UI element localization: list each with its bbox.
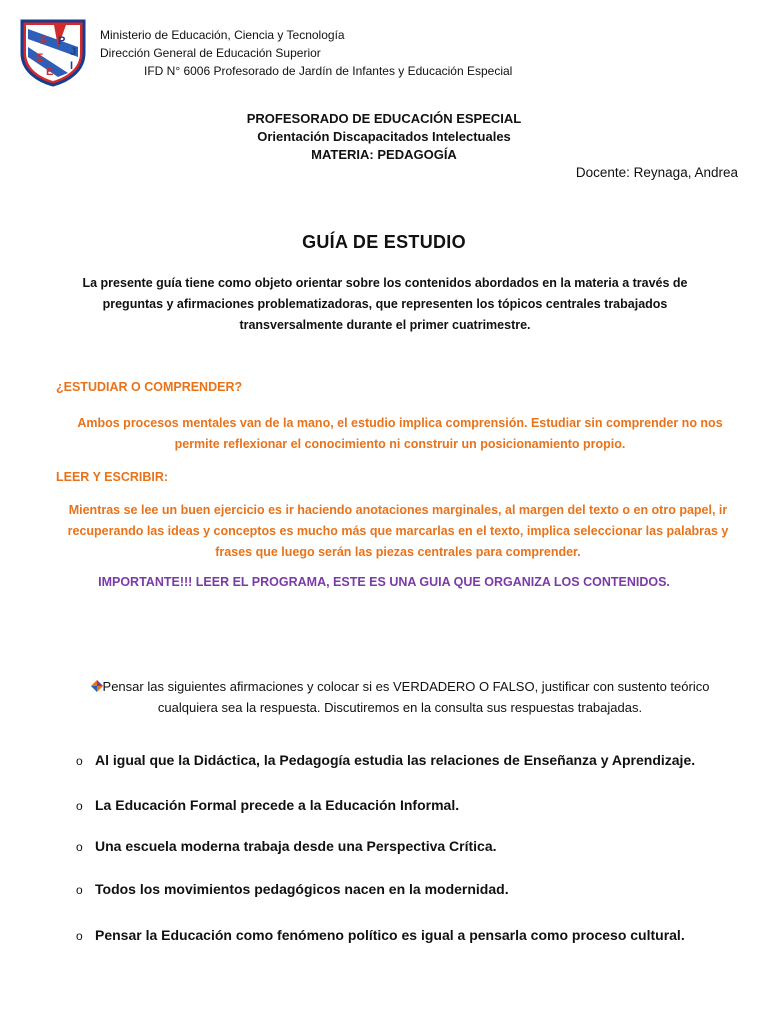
svg-text:I: I — [70, 60, 74, 72]
svg-text:J: J — [70, 46, 77, 58]
header-line-3: IFD N° 6006 Profesorado de Jardín de Infantes y Educación Especial — [144, 64, 513, 78]
bullet-marker: o — [76, 840, 83, 854]
course-subject: MATERIA: PEDAGOGÍA — [311, 147, 457, 162]
bullet-marker: o — [76, 799, 83, 813]
important-note: IMPORTANTE!!! LEER EL PROGRAMA, ESTE ES UNA GUIA QUE ORGANIZA LOS CONTENIDOS. — [98, 575, 670, 589]
section-heading-estudiar: ¿ESTUDIAR O COMPRENDER? — [56, 380, 243, 394]
header-line-1: Ministerio de Educación, Ciencia y Tecnología — [100, 28, 345, 42]
course-orientation: Orientación Discapacitados Intelectuales — [257, 129, 511, 144]
bullet-marker: o — [76, 754, 83, 768]
diamond-bullet-icon — [91, 680, 103, 692]
teacher-name: Docente: Reynaga, Andrea — [575, 165, 738, 180]
section-text-estudiar: Ambos procesos mentales van de la mano, el estudio implica comprensión. Estudiar sin comprender no nos permite reflexionar el conocimiento ni construir un posicionamiento propio. — [77, 416, 723, 451]
svg-text:E: E — [40, 35, 48, 47]
list-item — [76, 924, 696, 968]
page-title: GUÍA DE ESTUDIO — [302, 232, 466, 252]
instruction-text: Pensar las siguientes afirmaciones y colocar si es VERDADERO O FALSO, justificar con sustento teórico cualquiera sea la respuesta. Discutiremos en la consulta sus respuestas trabajadas. — [102, 679, 710, 715]
svg-text:E: E — [46, 66, 54, 78]
section-text-leer: Mientras se lee un buen ejercicio es ir haciendo anotaciones marginales, al margen del texto o en otro papel, ir recuperando las ideas y conceptos es mucho más que marcarlas en el texto, implica seleccionar las palabras y frases que luego serán las piezas centrales para comprender. — [67, 503, 729, 559]
list-item-text: Una escuela moderna trabaja desde una Perspectiva Crítica. — [95, 838, 497, 854]
list-item-text: La Educación Formal precede a la Educación Informal. — [95, 797, 460, 813]
list-item-text: Todos los movimientos pedagógicos nacen en la modernidad. — [95, 881, 509, 897]
list-item — [76, 749, 736, 793]
list-item — [76, 835, 736, 857]
bullet-marker: o — [76, 929, 83, 943]
list-item — [76, 878, 736, 900]
intro-paragraph: La presente guía tiene como objeto orientar sobre los contenidos abordados en la materia a través de preguntas y afirmaciones problematizadoras, que representen los tópicos centrales trabajados transversalmente durante el primer cuatrimestre. — [82, 276, 688, 332]
header-line-2: Dirección General de Educación Superior — [100, 46, 321, 60]
section-heading-leer: LEER Y ESCRIBIR: — [56, 470, 169, 484]
svg-text:E: E — [36, 52, 44, 64]
bullet-marker: o — [76, 883, 83, 897]
list-item-text: Al igual que la Didáctica, la Pedagogía estudia las relaciones de Enseñanza y Aprendizaje. — [95, 752, 696, 768]
svg-text:P: P — [58, 35, 66, 47]
course-title: PROFESORADO DE EDUCACIÓN ESPECIAL — [246, 111, 522, 126]
instruction-paragraph — [70, 676, 730, 718]
list-item — [76, 794, 736, 816]
institution-logo — [18, 17, 88, 87]
list-item-text: Pensar la Educación como fenómeno político es igual a pensarla como proceso cultural. — [95, 927, 685, 943]
